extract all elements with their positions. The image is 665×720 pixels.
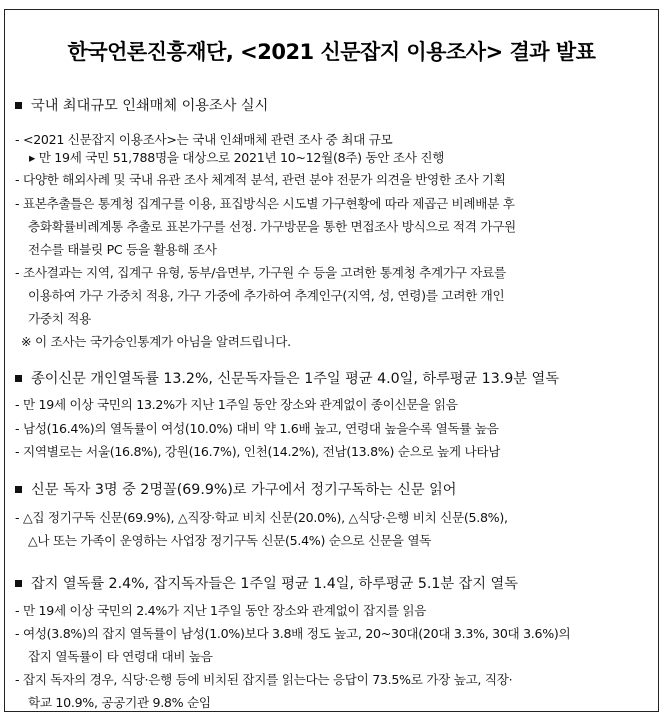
list-item-continuation: 이용하여 가구 가중치 적용, 가구 가중에 추가하여 추계인구(지역, 성, 연령)를 고려한 개인 (28, 288, 505, 303)
square-bullet-icon (15, 486, 22, 493)
list-item: - 만 19세 이상 국민의 13.2%가 지난 1주일 동안 장소와 관계없이 종이신문을 읽음 (15, 397, 458, 412)
sub-item: ▸ 만 19세 국민 51,788명을 대상으로 2021년 10~12월(8주) 동안 조사 진행 (29, 150, 445, 165)
list-item-continuation: 전수를 태블릿 PC 등을 활용해 조사 (28, 242, 217, 257)
list-item-continuation: 학교 10.9%, 공공기관 9.8% 순임 (28, 695, 211, 710)
list-item-continuation: 층화확률비례계통 추출로 표본가구를 선정. 가구방문을 통한 면접조사 방식으로 적격 가구원 (28, 219, 516, 234)
section-heading: 신문 독자 3명 중 2명꼴(69.9%)로 가구에서 정기구독하는 신문 읽어 (15, 479, 457, 499)
page-title: 한국언론진흥재단, <2021 신문잡지 이용조사> 결과 발표 (67, 40, 596, 64)
list-item: - 다양한 해외사례 및 국내 유관 조사 체계적 분석, 관련 분야 전문가 의견을 반영한 조사 기획 (15, 172, 506, 187)
list-item: - 지역별로는 서울(16.8%), 강원(16.7%), 인천(14.2%), 전남(13.8%) 순으로 높게 나타남 (15, 444, 501, 459)
list-item: - 여성(3.8%)의 잡지 열독률이 남성(1.0%)보다 3.8배 정도 높고, 20~30대(20대 3.3%, 30대 3.6%)의 (15, 626, 571, 641)
square-bullet-icon (15, 375, 22, 382)
section-heading: 국내 최대규모 인쇄매체 이용조사 실시 (15, 95, 268, 115)
list-item-continuation: △나 또는 가족이 운영하는 사업장 정기구독 신문(5.4%) 순으로 신문을 열독 (28, 533, 432, 548)
list-item: - 만 19세 이상 국민의 2.4%가 지난 1주일 동안 장소와 관계없이 잡지를 읽음 (15, 603, 427, 618)
section-heading: 종이신문 개인열독률 13.2%, 신문독자들은 1주일 평균 4.0일, 하루평균 13.9분 열독 (15, 368, 559, 388)
square-bullet-icon (15, 102, 22, 109)
list-item: - 조사결과는 지역, 집계구 유형, 동부/읍면부, 가구원 수 등을 고려한 통계청 추계가구 자료를 (15, 265, 506, 280)
list-item-continuation: 가중치 적용 (28, 311, 92, 326)
list-item: - 표본추출틀은 통계청 집계구를 이용, 표집방식은 시도별 가구현황에 따라 제곱근 비례배분 후 (15, 196, 515, 211)
list-item: - 남성(16.4%)의 열독률이 여성(10.0%) 대비 약 1.6배 높고, 연령대 높을수록 열독률 높음 (15, 421, 499, 436)
square-bullet-icon (15, 580, 22, 587)
press-release-box (4, 9, 659, 712)
section-heading: 잡지 열독률 2.4%, 잡지독자들은 1주일 평균 1.4일, 하루평균 5.1분 잡지 열독 (15, 573, 518, 593)
list-item: - △집 정기구독 신문(69.9%), △직장·학교 비치 신문(20.0%), △식당·은행 비치 신문(5.8%), (15, 510, 508, 525)
list-item: - 잡지 독자의 경우, 식당·은행 등에 비치된 잡지를 읽는다는 응답이 73.5%로 가장 높고, 직장· (15, 672, 513, 687)
notice-text: ※ 이 조사는 국가승인통계가 아님을 알려드립니다. (21, 334, 291, 349)
list-item-continuation: 잡지 열독률이 타 연령대 대비 높음 (28, 649, 213, 664)
list-item: - <2021 신문잡지 이용조사>는 국내 인쇄매체 관련 조사 중 최대 규모 (15, 132, 393, 147)
